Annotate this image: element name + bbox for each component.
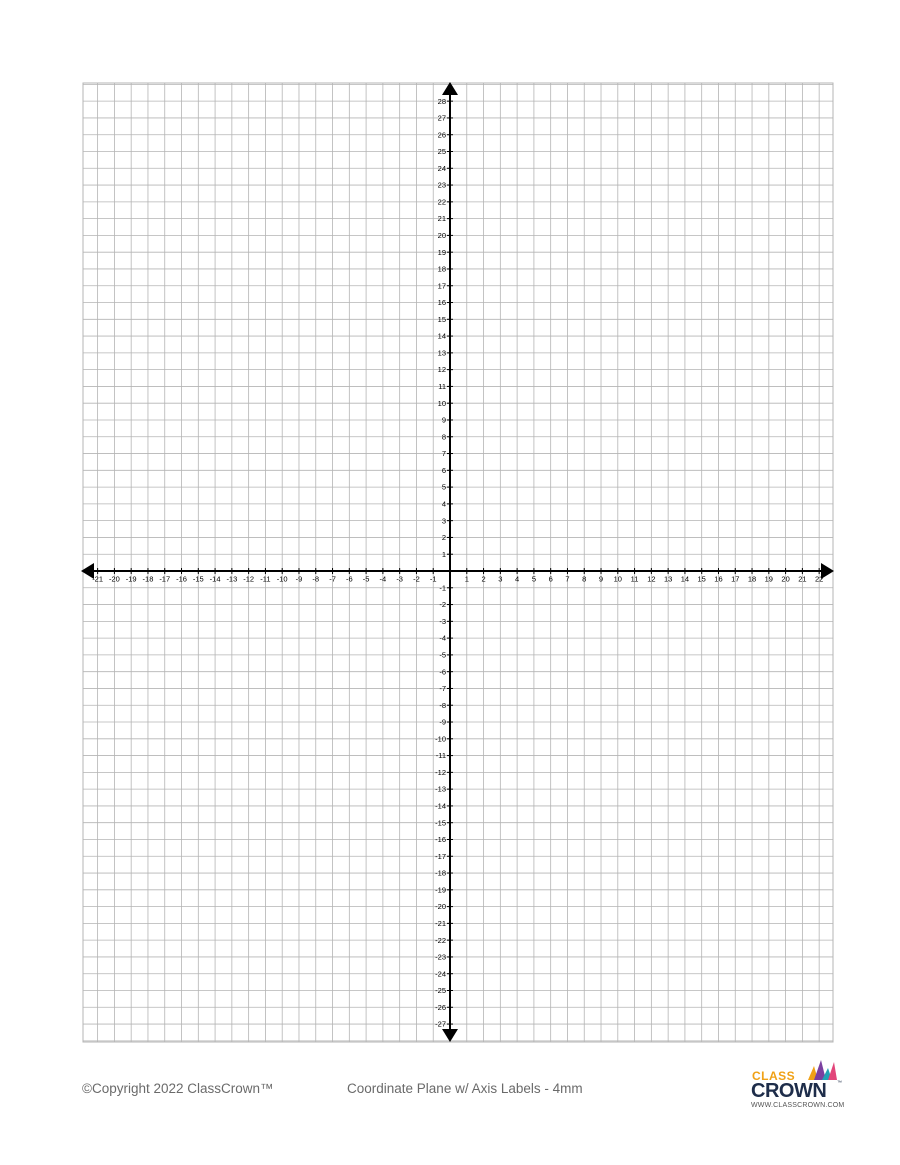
x-tick-label: 13 [663, 574, 673, 584]
y-tick-label: -14 [435, 801, 446, 811]
logo-trademark: ™ [837, 1080, 842, 1086]
x-tick-label: -9 [295, 574, 303, 584]
y-tick-label: 7 [441, 449, 446, 459]
x-tick-label: 14 [680, 574, 690, 584]
x-tick-label: 16 [714, 574, 723, 584]
logo-crown-text: CROWN [751, 1080, 827, 1102]
y-tick-label: -7 [439, 684, 446, 694]
x-tick-label: 19 [764, 574, 773, 584]
y-axis-arrow-down [442, 1029, 458, 1042]
y-tick-label: 2 [441, 533, 446, 543]
y-tick-label: 22 [437, 197, 446, 207]
x-tick-label: -19 [125, 574, 137, 584]
x-tick-label: 12 [647, 574, 656, 584]
y-axis-arrow-up [442, 82, 458, 95]
x-tick-label: -17 [159, 574, 171, 584]
y-tick-label: -19 [435, 885, 446, 895]
y-tick-label: 17 [437, 281, 446, 291]
grid-border [83, 83, 833, 1042]
x-tick-label: 7 [565, 574, 570, 584]
y-tick-label: 27 [437, 113, 446, 123]
y-tick-label: 19 [437, 247, 446, 257]
y-tick-label: 15 [437, 314, 446, 324]
y-tick-label: 4 [441, 499, 446, 509]
copyright-text: ©Copyright 2022 ClassCrown™ [82, 1081, 274, 1096]
y-tick-label: -25 [435, 986, 446, 996]
y-tick-label: -27 [435, 1019, 446, 1029]
y-tick-label: -26 [435, 1002, 446, 1012]
y-tick-label: -8 [439, 700, 446, 710]
x-tick-label: 11 [630, 574, 639, 584]
x-tick-label: -6 [345, 574, 353, 584]
x-tick-label: -11 [260, 574, 271, 584]
axes [81, 82, 834, 1042]
x-tick-label: -21 [92, 574, 104, 584]
y-tick-label: -4 [439, 633, 446, 643]
y-tick-label: 9 [441, 415, 446, 425]
x-tick-label: 18 [747, 574, 757, 584]
worksheet-title: Coordinate Plane w/ Axis Labels - 4mm [347, 1081, 583, 1096]
x-tick-label: -10 [276, 574, 288, 584]
y-tick-label: -6 [439, 667, 446, 677]
y-tick-label: 6 [441, 465, 446, 475]
y-tick-label: 3 [441, 516, 446, 526]
y-tick-label: -24 [435, 969, 446, 979]
x-tick-label: -8 [312, 574, 320, 584]
y-tick-label: 23 [437, 180, 446, 190]
y-tick-label: -11 [435, 751, 446, 761]
x-tick-label: -2 [413, 574, 420, 584]
x-tick-label: 5 [531, 574, 536, 584]
x-tick-label: -3 [396, 574, 403, 584]
y-tick-label: -20 [435, 902, 446, 912]
y-tick-label: 10 [437, 398, 446, 408]
logo-class-text: CLASS [752, 1069, 796, 1083]
y-tick-label: -18 [435, 868, 446, 878]
y-tick-label: -1 [439, 583, 446, 593]
y-tick-label: 11 [438, 382, 446, 392]
y-tick-label: 13 [437, 348, 446, 358]
y-tick-label: 26 [437, 130, 446, 140]
y-tick-label: 24 [437, 163, 446, 173]
x-tick-label: 6 [548, 574, 553, 584]
x-tick-label: 9 [598, 574, 604, 584]
y-tick-label: -5 [439, 650, 446, 660]
y-tick-label: -3 [439, 616, 446, 626]
y-tick-label: 16 [437, 298, 446, 308]
y-tick-label: -21 [435, 918, 446, 928]
y-tick-label: 25 [437, 147, 446, 157]
x-tick-label: 4 [515, 574, 520, 584]
x-tick-label: -18 [142, 574, 154, 584]
x-tick-label: 1 [464, 574, 469, 584]
y-tick-label: 8 [441, 432, 446, 442]
y-tick-label: 20 [437, 231, 446, 240]
x-tick-label: -14 [209, 574, 221, 584]
x-tick-label: -5 [362, 574, 370, 584]
y-tick-label: -9 [439, 717, 446, 727]
y-tick-label: -22 [435, 935, 446, 945]
y-tick-label: -16 [435, 835, 446, 845]
y-tick-label: -23 [435, 952, 446, 962]
crown-icon [806, 1058, 838, 1082]
x-tick-label: -15 [192, 574, 204, 584]
y-tick-label: -12 [435, 767, 446, 777]
y-tick-label: 5 [441, 482, 446, 492]
x-tick-label: -1 [429, 574, 437, 584]
y-tick-label: 21 [437, 214, 446, 224]
x-tick-label: -7 [329, 574, 336, 584]
x-tick-label: 15 [697, 574, 706, 584]
x-tick-label: 17 [731, 574, 740, 584]
x-tick-label: -13 [226, 574, 238, 584]
y-tick-label: -13 [435, 784, 446, 794]
y-tick-label: 18 [437, 264, 446, 274]
x-tick-label: 20 [781, 574, 790, 584]
x-tick-label: -4 [379, 574, 387, 584]
y-tick-label: 1 [441, 549, 446, 559]
x-tick-label: 2 [481, 574, 486, 584]
y-tick-label: 12 [437, 365, 446, 375]
x-tick-label: -20 [108, 574, 120, 584]
x-tick-label: 8 [582, 574, 587, 584]
x-tick-label: 10 [613, 574, 622, 584]
x-tick-label: 3 [498, 574, 503, 584]
y-tick-label: 14 [437, 331, 446, 341]
x-tick-label: -12 [243, 574, 255, 584]
x-tick-label: 22 [814, 574, 824, 584]
y-tick-label: -17 [435, 851, 446, 861]
x-tick-label: -16 [176, 574, 187, 584]
y-tick-label: -10 [435, 734, 446, 744]
classcrown-logo [748, 1056, 843, 1114]
y-tick-label: -15 [435, 818, 446, 828]
grid-lines [83, 83, 833, 1042]
y-tick-label: 28 [437, 96, 446, 106]
logo-url: WWW.CLASSCROWN.COM [751, 1102, 845, 1109]
y-tick-label: -2 [439, 600, 446, 610]
x-tick-label: 21 [798, 574, 807, 584]
